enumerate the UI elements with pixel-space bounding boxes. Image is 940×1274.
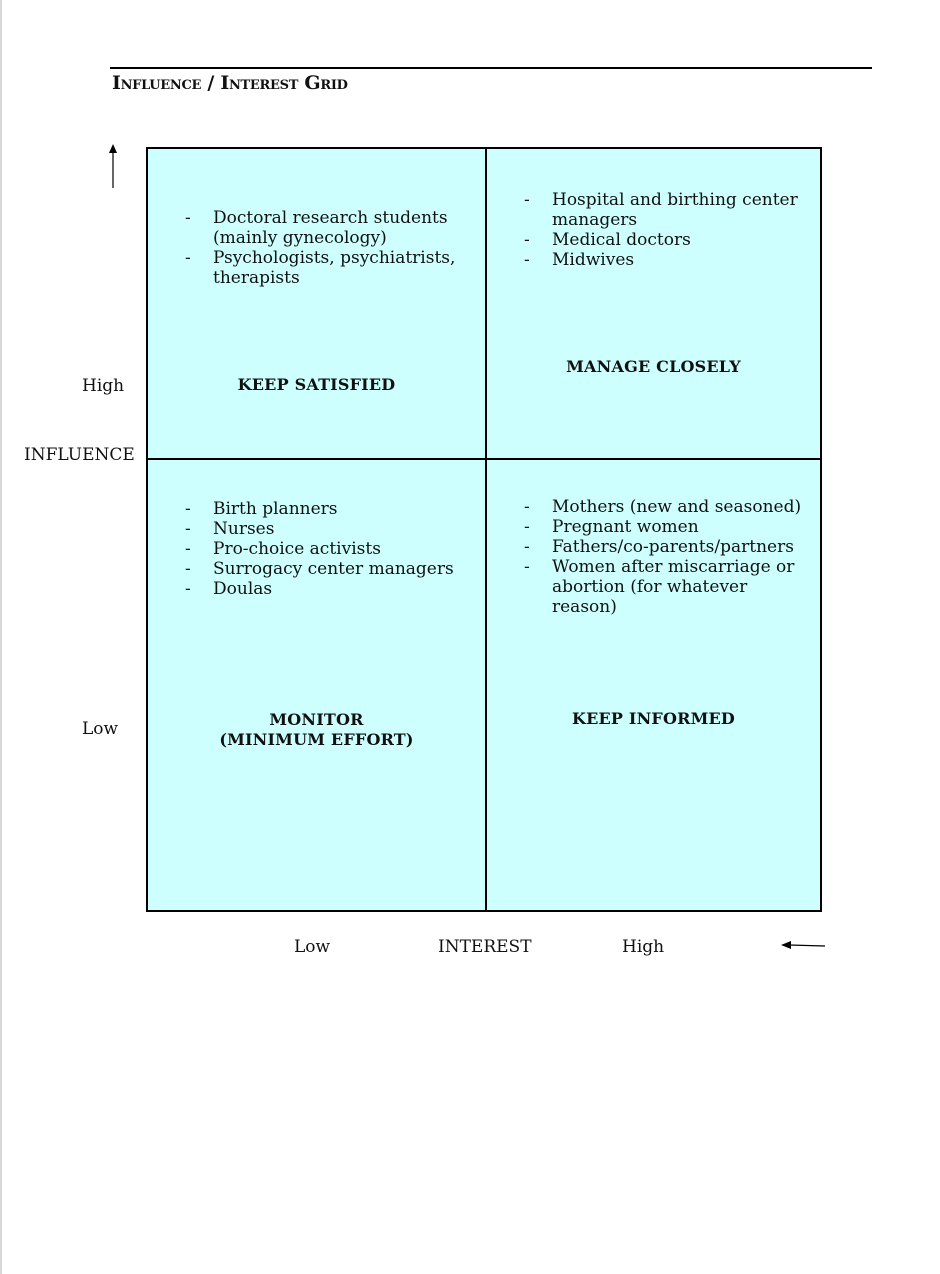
quadrant-keep-satisfied	[148, 149, 485, 458]
list-item: - Doctoral research students (mainly gynecology)	[185, 208, 475, 248]
y-axis-low-label: Low	[82, 719, 119, 739]
document-title: Influence / Interest Grid	[112, 72, 348, 94]
x-axis-high-label: High	[622, 937, 665, 957]
list-item: - Women after miscarriage or abortion (for whatever reason)	[524, 557, 814, 617]
list-item: - Surrogacy center managers	[185, 559, 475, 579]
list-item: - Psychologists, psychiatrists, therapists	[185, 248, 475, 288]
list-item: - Mothers (new and seasoned)	[524, 497, 814, 517]
quadrant-monitor	[148, 460, 485, 910]
list-item: - Doulas	[185, 579, 475, 599]
influence-interest-grid	[146, 147, 822, 912]
quadrant-label: MANAGE CLOSELY	[566, 357, 741, 376]
page-edge	[0, 0, 2, 1274]
left-arrow-icon	[781, 938, 825, 952]
quadrant-label: MONITOR (MINIMUM EFFORT)	[219, 710, 414, 749]
list-item: - Birth planners	[185, 499, 475, 519]
list-item: - Hospital and birthing center managers	[524, 190, 814, 230]
list-item: - Midwives	[524, 250, 814, 270]
list-item: - Pro-choice activists	[185, 539, 475, 559]
list-item: - Pregnant women	[524, 517, 814, 537]
quadrant-keep-informed	[487, 460, 820, 910]
stakeholder-list	[185, 499, 475, 599]
stakeholder-list	[524, 497, 814, 617]
stakeholder-list	[185, 208, 475, 288]
x-axis-low-label: Low	[294, 937, 331, 957]
stakeholder-list	[524, 190, 814, 270]
list-item: - Medical doctors	[524, 230, 814, 250]
list-item: - Nurses	[185, 519, 475, 539]
x-axis-title: INTEREST	[438, 937, 532, 957]
up-arrow-icon	[107, 144, 119, 188]
quadrant-manage-closely	[487, 149, 820, 458]
quadrant-label: KEEP SATISFIED	[237, 375, 396, 394]
header-rule	[110, 67, 872, 69]
y-axis-title: INFLUENCE	[24, 445, 135, 465]
y-axis-high-label: High	[82, 376, 125, 396]
list-item: - Fathers/co-parents/partners	[524, 537, 814, 557]
quadrant-label: KEEP INFORMED	[572, 709, 735, 728]
